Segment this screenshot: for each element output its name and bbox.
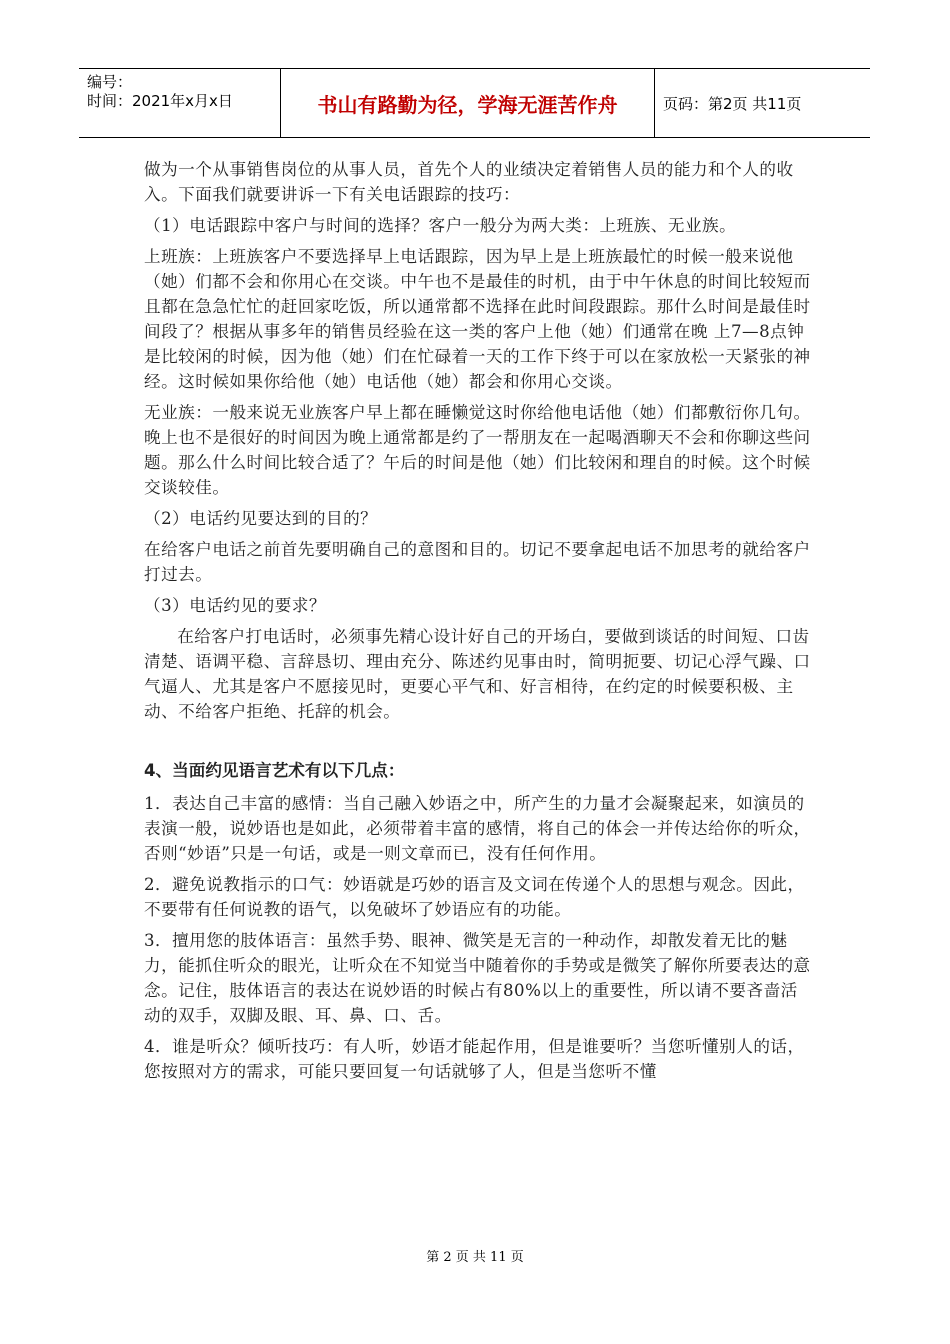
page-header — [79, 68, 870, 138]
document-body — [144, 157, 812, 1090]
paragraph-section-3-title: （3）电话约见的要求？ — [144, 596, 326, 615]
header-motto: 书山有路勤为径，学海无涯苦作舟 — [281, 69, 655, 137]
paragraph-purpose: 在给客户电话之前首先要明确自己的意图和目的。切记不要拿起电话不加思考的就给客户打过去。 — [144, 540, 811, 584]
document-number-label: 编号： — [87, 73, 133, 91]
paragraph-section-2-title: （2）电话约见要达到的目的？ — [144, 509, 378, 528]
paragraph-point-2: 2．避免说教指示的口气：妙语就是巧妙的语言及文词在传递个人的思想与观念。因此，不要带有任何说教的语气，以免破坏了妙语应有的功能。 — [144, 875, 805, 919]
header-page-info: 页码：第2页 共11页 — [663, 94, 802, 113]
paragraph-point-3: 3．擅用您的肢体语言：虽然手势、眼神、微笑是无言的一种动作，却散发着无比的魅力，能抓住听众的眼光，让听众在不知觉当中随着你的手势或是微笑了解你所要表达的意念。记住，肢体语言的表达在说妙语的时候占有80%以上的重要性，所以请不要吝啬活动的双手，双脚及眼、耳、鼻、口、舌。 — [144, 931, 811, 1025]
paragraph-intro: 做为一个从事销售岗位的从事人员，首先个人的业绩决定着销售人员的能力和个人的收入。下面我们就要讲诉一下有关电话跟踪的技巧： — [144, 160, 794, 204]
paragraph-office-workers: 上班族：上班族客户不要选择早上电话跟踪，因为早上是上班族最忙的时候一般来说他（她）们都不会和你用心在交谈。中午也不是最佳的时机，由于中午休息的时间比较短而且都在急急忙忙的赶回家吃饭，所以通常都不选择在此时间段跟踪。那什么时间是最佳时间段了？根据从事多年的销售员经验在这一类的客户上他（她）们通常在晚 上7—8点钟是比较闲的时候，因为他（她）们在忙碌着一天的工作下终于可以在家放松一天紧张的神经。这时候如果你给他（她）电话他（她）都会和你用心交谈。 — [144, 247, 811, 391]
paragraph-requirements: 在给客户打电话时，必须事先精心设计好自己的开场白，要做到谈话的时间短、口齿清楚、语调平稳、言辞恳切、理由充分、陈述约见事由时，简明扼要、切记心浮气躁、口气逼人、尤其是客户不愿接见时，更要心平气和、好言相待，在约定的时候要积极、主动、不给客户拒绝、托辞的机会。 — [144, 627, 811, 721]
section-heading-4: 4、当面约见语言艺术有以下几点： — [144, 761, 405, 780]
header-meta — [79, 69, 281, 137]
document-time-label: 时间：2021年x月x日 — [87, 92, 233, 110]
paragraph-section-1-title: （1）电话跟踪中客户与时间的选择？客户一般分为两大类：上班族、无业族。 — [144, 216, 737, 235]
paragraph-point-1: 1．表达自己丰富的感情：当自己融入妙语之中，所产生的力量才会凝聚起来，如演员的表演一般，说妙语也是如此，必须带着丰富的感情，将自己的体会一并传达给你的听众，否则“妙语”只是一句话，或是一则文章而已，没有任何作用。 — [144, 794, 811, 863]
page-footer: 第 2 页 共 11 页 — [426, 1250, 524, 1265]
paragraph-point-4: 4．谁是听众？倾听技巧：有人听，妙语才能起作用，但是谁要听？当您听懂别人的话，您按照对方的需求，可能只要回复一句话就够了人，但是当您听不懂 — [144, 1037, 805, 1081]
paragraph-unemployed: 无业族：一般来说无业族客户早上都在睡懒觉这时你给他电话他（她）们都敷衍你几句。晚上也不是很好的时间因为晚上通常都是约了一帮朋友在一起喝酒聊天不会和你聊这些问题。那么什么时间比较合适了？午后的时间是他（她）们比较闲和理自的时候。这个时候交谈较佳。 — [144, 403, 811, 497]
